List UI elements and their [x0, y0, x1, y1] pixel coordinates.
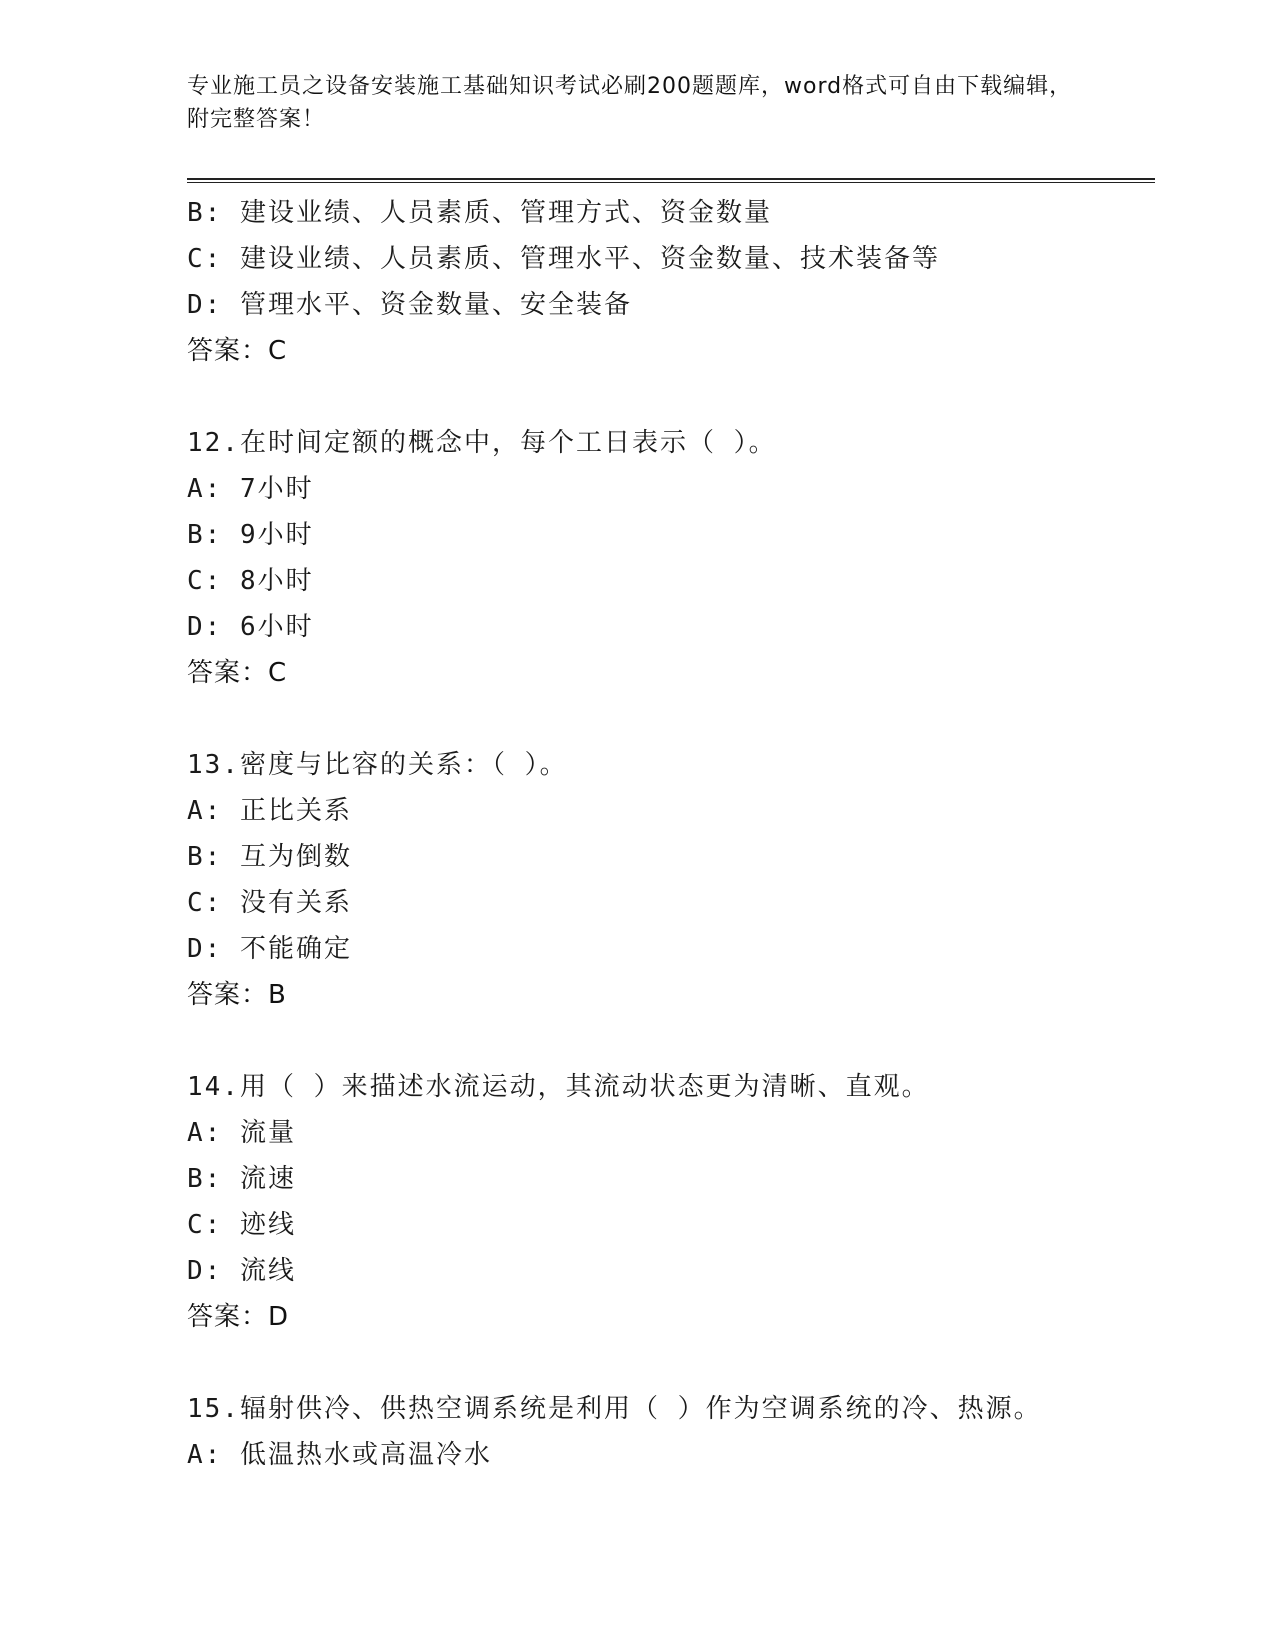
question-block-14	[187, 1064, 1147, 1340]
answer-line: 答案：C	[187, 336, 288, 366]
question-stem: 15.辐射供冷、供热空调系统是利用（ ）作为空调系统的冷、热源。	[187, 1394, 1042, 1424]
option-b: B: 9小时	[187, 520, 314, 550]
question-stem: 13.密度与比容的关系：（ ）。	[187, 750, 568, 780]
question-block-15	[187, 1386, 1147, 1478]
option-c: C: 迹线	[187, 1210, 296, 1240]
question-list	[187, 190, 1147, 1478]
question-stem: 14.用（ ）来描述水流运动，其流动状态更为清晰、直观。	[187, 1072, 930, 1102]
question-block-13	[187, 742, 1147, 1018]
document-title: 专业施工员之设备安装施工基础知识考试必刷200题题库，word格式可自由下载编辑，附完整答案！	[187, 74, 1073, 132]
option-a: A: 正比关系	[187, 796, 352, 826]
answer-line: 答案：B	[187, 980, 287, 1010]
option-b: B: 建设业绩、人员素质、管理方式、资金数量	[187, 198, 772, 228]
question-block-11	[187, 190, 1147, 374]
answer-line: 答案：C	[187, 658, 288, 688]
option-b: B: 流速	[187, 1164, 296, 1194]
option-a: A: 低温热水或高温冷水	[187, 1440, 492, 1470]
question-block-12	[187, 420, 1147, 696]
header-divider	[187, 178, 1155, 183]
question-stem: 12.在时间定额的概念中，每个工日表示（ ）。	[187, 428, 777, 458]
option-c: C: 8小时	[187, 566, 314, 596]
option-c: C: 没有关系	[187, 888, 352, 918]
option-d: D: 管理水平、资金数量、安全装备	[187, 290, 632, 320]
option-b: B: 互为倒数	[187, 842, 352, 872]
option-a: A: 7小时	[187, 474, 314, 504]
option-d: D: 6小时	[187, 612, 314, 642]
option-a: A: 流量	[187, 1118, 296, 1148]
answer-line: 答案：D	[187, 1302, 290, 1332]
option-d: D: 流线	[187, 1256, 296, 1286]
option-d: D: 不能确定	[187, 934, 352, 964]
option-c: C: 建设业绩、人员素质、管理水平、资金数量、技术装备等	[187, 244, 940, 274]
